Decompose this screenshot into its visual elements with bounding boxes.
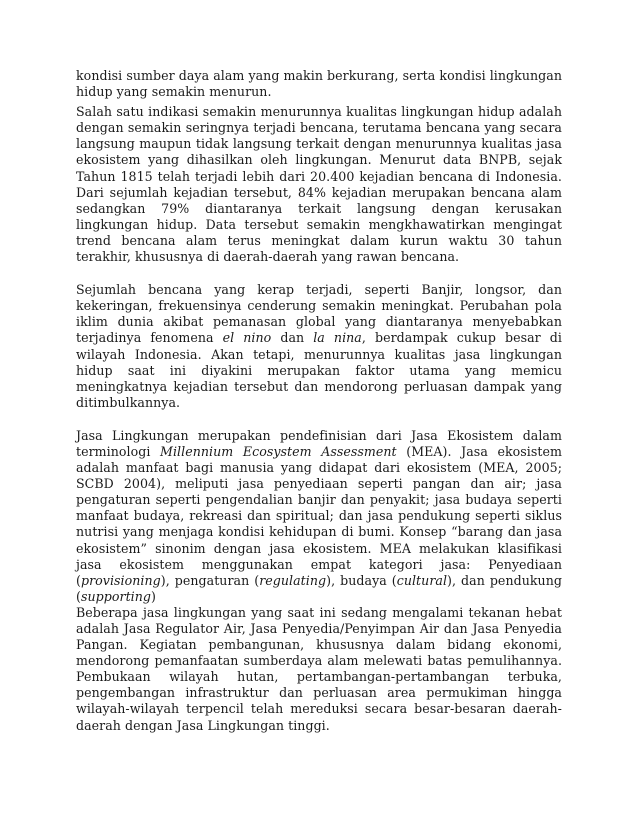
- italic-term-provisioning: provisioning: [80, 572, 161, 588]
- text-segment: ): [151, 588, 156, 604]
- text-segment: (MEA). Jasa ekosistem adalah manfaat bagi manusia yang didapat dari ekosistem (MEA, 2005; SCBD 2004), meliputi jasa penyediaan seperti pangan dan air; jasa pengaturan seperti pengendalian banjir dan penyakit; jasa budaya seperti manfaat budaya, rekreasi dan spiritual; dan jasa pendukung seperti siklus nutrisi yang menjaga kondisi kehidupan di bumi. Konsep “barang dan jasa ekosistem” sinonim dengan jasa ekosistem. MEA melakukan klasifikasi jasa ekosistem menggunakan empat kategori jasa: Penyediaan (: [76, 443, 562, 588]
- paragraph-services-under-pressure: [76, 605, 562, 734]
- italic-term-la-nina: la nina: [313, 330, 362, 346]
- text-segment: , berdampak cukup besar di wilayah Indonesia. Akan tetapi, menurunnya kualitas jasa lingkungan hidup saat ini diyakini merupakan faktor utama yang memicu meningkatnya kejadian tersebut dan mendorong perluasan dampak yang ditimbulkannya.: [76, 330, 562, 410]
- paragraph-disaster-frequency: [76, 282, 562, 411]
- text-segment: Sejumlah bencana yang kerap terjadi, seperti Banjir, longsor, dan kekeringan, frekuensinya cenderung semakin meningkat. Perubahan pola iklim dunia akibat pemanasan global yang diantaranya menyebabkan terjadinya fenomena: [76, 282, 562, 346]
- text-segment: ), dan pendukung (: [76, 572, 562, 604]
- italic-term-cultural: cultural: [396, 572, 448, 588]
- paragraph-disaster-indication: [76, 104, 562, 265]
- document-page: [76, 68, 562, 734]
- italic-term-regulating: regulating: [259, 572, 327, 588]
- paragraph-intro-continuation: [76, 68, 562, 100]
- text-segment: ), pengaturan (: [160, 572, 260, 588]
- italic-term-supporting: supporting: [80, 588, 152, 604]
- paragraph-ecosystem-services: [76, 428, 562, 605]
- text-segment: Beberapa jasa lingkungan yang saat ini sedang mengalami tekanan hebat adalah Jasa Regulator Air, Jasa Penyedia/Penyimpan Air dan Jasa Penyedia Pangan. Kegiatan pembangunan, khususnya dalam bidang ekonomi, mendorong pemanfaatan sumberdaya alam melewati batas pemulihannya. Pembukaan wilayah hutan, pertambangan-pertambangan terbuka, pengembangan infrastruktur dan perluasan area permukiman hingga wilayah-wilayah terpencil telah mereduksi secara besar-besaran daerah-daerah dengan Jasa Lingkungan tinggi.: [76, 604, 562, 733]
- text-segment: Jasa Lingkungan merupakan pendefinisian dari Jasa Ekosistem dalam terminologi: [76, 427, 562, 459]
- text-segment: dan: [271, 330, 314, 346]
- text-segment: Salah satu indikasi semakin menurunnya kualitas lingkungan hidup adalah dengan semakin seringnya terjadi bencana, terutama bencana yang secara langsung maupun tidak langsung terkait dengan menurunnya kualitas jasa ekosistem yang dihasilkan oleh lingkungan. Menurut data BNPB, sejak Tahun 1815 telah terjadi lebih dari 20.400 kejadian bencana di Indonesia. Dari sejumlah kejadian tersebut, 84% kejadian merupakan bencana alam sedangkan 79% diantaranya terkait langsung dengan kerusakan lingkungan hidup. Data tersebut semakin mengkhawatirkan mengingat trend bencana alam terus meningkat dalam kurun waktu 30 tahun terakhir, khususnya di daerah-daerah yang rawan bencana.: [76, 104, 562, 265]
- text-segment: ), budaya (: [326, 572, 397, 588]
- text-segment: kondisi sumber daya alam yang makin berkurang, serta kondisi lingkungan hidup yang semakin menurun.: [76, 68, 562, 100]
- italic-term-mea: Millennium Ecosystem Assessment: [160, 443, 397, 459]
- italic-term-el-nino: el nino: [222, 330, 272, 346]
